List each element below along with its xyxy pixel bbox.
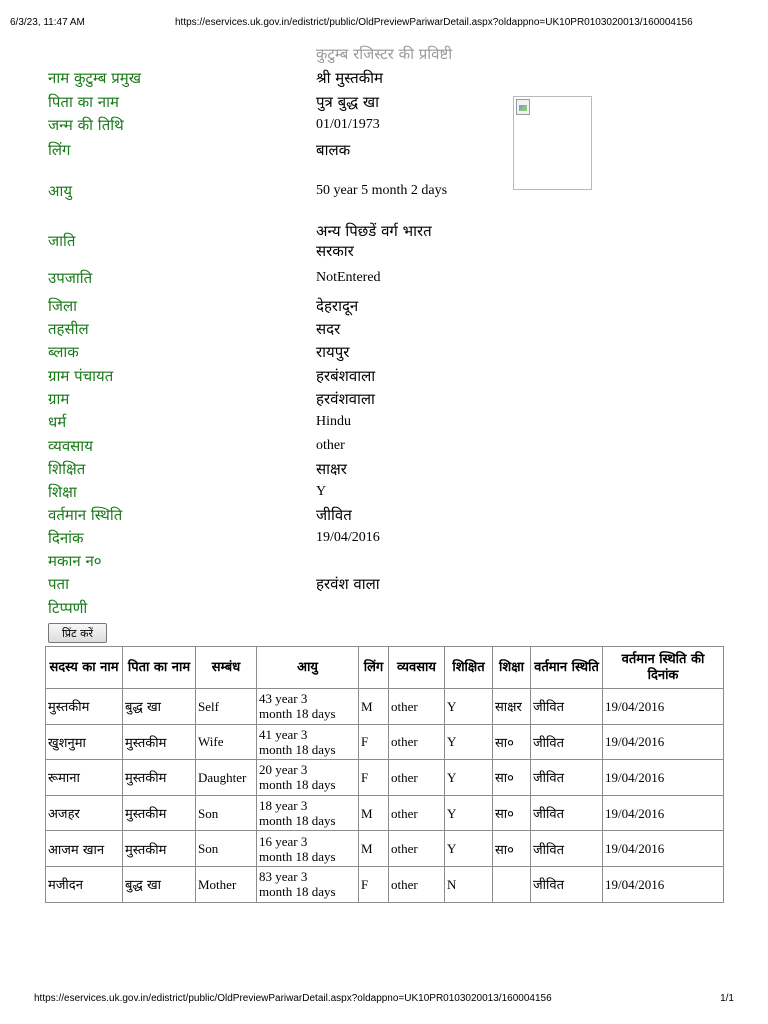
cell-education: सा० bbox=[493, 831, 531, 867]
cell-current-status: जीवित bbox=[531, 760, 603, 796]
value-caste-line2: सरकार bbox=[316, 242, 354, 260]
header-age: आयु bbox=[257, 647, 359, 689]
cell-member-name: मुस्तकीम bbox=[46, 689, 123, 725]
header-status-date: वर्तमान स्थिति की दिनांक bbox=[603, 647, 724, 689]
cell-education: साक्षर bbox=[493, 689, 531, 725]
cell-status-date: 19/04/2016 bbox=[603, 760, 724, 796]
cell-relation: Self bbox=[196, 689, 257, 725]
cell-member-name: खुशनुमा bbox=[46, 724, 123, 760]
label-subcaste: उपजाति bbox=[48, 269, 93, 287]
cell-father-name: बुद्ध खा bbox=[123, 689, 196, 725]
cell-literate: Y bbox=[445, 724, 493, 760]
cell-current-status: जीवित bbox=[531, 795, 603, 831]
cell-status-date: 19/04/2016 bbox=[603, 689, 724, 725]
print-url: https://eservices.uk.gov.in/edistrict/public/OldPreviewPariwarDetail.aspx?oldappno=UK10PR0103020013/160004156 bbox=[175, 17, 693, 28]
cell-gender: F bbox=[359, 724, 389, 760]
cell-occupation: other bbox=[389, 724, 445, 760]
cell-age-line1: 20 year 3 bbox=[259, 762, 308, 778]
cell-age bbox=[257, 795, 359, 831]
cell-age-line1: 41 year 3 bbox=[259, 726, 308, 742]
broken-image-icon bbox=[516, 99, 530, 115]
cell-literate: Y bbox=[445, 795, 493, 831]
cell-literate: Y bbox=[445, 689, 493, 725]
cell-literate: Y bbox=[445, 760, 493, 796]
table-row bbox=[46, 866, 724, 902]
cell-literate: Y bbox=[445, 831, 493, 867]
page-number: 1/1 bbox=[720, 993, 734, 1004]
cell-father-name: मुस्तकीम bbox=[123, 760, 196, 796]
header-literate: शिक्षित bbox=[445, 647, 493, 689]
cell-literate: N bbox=[445, 866, 493, 902]
cell-current-status: जीवित bbox=[531, 831, 603, 867]
value-date: 19/04/2016 bbox=[316, 530, 380, 545]
cell-father-name: मुस्तकीम bbox=[123, 795, 196, 831]
label-village: ग्राम bbox=[48, 390, 70, 408]
cell-age-line2: month 18 days bbox=[259, 741, 336, 757]
cell-current-status: जीवित bbox=[531, 866, 603, 902]
label-birth-date: जन्म की तिथि bbox=[48, 116, 124, 134]
cell-age-line2: month 18 days bbox=[259, 706, 336, 722]
cell-occupation: other bbox=[389, 831, 445, 867]
header-father-name: पिता का नाम bbox=[123, 647, 196, 689]
label-occupation: व्यवसाय bbox=[48, 437, 93, 455]
label-block: ब्लाक bbox=[48, 343, 79, 361]
cell-relation: Mother bbox=[196, 866, 257, 902]
cell-gender: M bbox=[359, 831, 389, 867]
value-father-name: पुत्र बुद्ध खा bbox=[316, 93, 380, 111]
cell-occupation: other bbox=[389, 795, 445, 831]
table-row bbox=[46, 831, 724, 867]
cell-member-name: रूमाना bbox=[46, 760, 123, 796]
cell-father-name: मुस्तकीम bbox=[123, 724, 196, 760]
cell-gender: F bbox=[359, 866, 389, 902]
cell-age-line2: month 18 days bbox=[259, 777, 336, 793]
cell-status-date: 19/04/2016 bbox=[603, 795, 724, 831]
label-remarks: टिप्पणी bbox=[48, 599, 88, 617]
label-education: शिक्षा bbox=[48, 483, 77, 501]
label-gender: लिंग bbox=[48, 141, 71, 159]
label-age: आयु bbox=[48, 182, 73, 200]
cell-education bbox=[493, 866, 531, 902]
label-religion: धर्म bbox=[48, 413, 67, 431]
cell-age-line1: 43 year 3 bbox=[259, 691, 308, 707]
table-row bbox=[46, 795, 724, 831]
label-gram-panchayat: ग्राम पंचायत bbox=[48, 367, 114, 385]
print-header bbox=[10, 17, 758, 31]
cell-education: सा० bbox=[493, 795, 531, 831]
cell-age bbox=[257, 689, 359, 725]
value-district: देहरादून bbox=[316, 297, 359, 315]
value-current-status: जीवित bbox=[316, 506, 352, 524]
label-date: दिनांक bbox=[48, 529, 84, 547]
value-caste-line1: अन्य पिछडें वर्ग भारत bbox=[316, 222, 432, 240]
cell-current-status: जीवित bbox=[531, 689, 603, 725]
header-relation: सम्बंध bbox=[196, 647, 257, 689]
footer-url: https://eservices.uk.gov.in/edistrict/public/OldPreviewPariwarDetail.aspx?oldappno=UK10PR0103020013/160004156 bbox=[34, 993, 552, 1004]
table-row bbox=[46, 724, 724, 760]
cell-relation: Daughter bbox=[196, 760, 257, 796]
cell-member-name: आजम खान bbox=[46, 831, 123, 867]
cell-current-status: जीवित bbox=[531, 724, 603, 760]
value-block: रायपुर bbox=[316, 343, 350, 361]
cell-education: सा० bbox=[493, 724, 531, 760]
cell-status-date: 19/04/2016 bbox=[603, 831, 724, 867]
cell-education: सा० bbox=[493, 760, 531, 796]
cell-father-name: मुस्तकीम bbox=[123, 831, 196, 867]
header-member-name: सदस्य का नाम bbox=[46, 647, 123, 689]
value-literate: साक्षर bbox=[316, 460, 347, 478]
value-address: हरवंश वाला bbox=[316, 575, 380, 593]
cell-father-name: बुद्ध खा bbox=[123, 866, 196, 902]
header-education: शिक्षा bbox=[493, 647, 531, 689]
print-footer bbox=[34, 993, 734, 1007]
label-tehsil: तहसील bbox=[48, 320, 89, 338]
cell-age-line1: 83 year 3 bbox=[259, 869, 308, 885]
table-row bbox=[46, 689, 724, 725]
value-religion: Hindu bbox=[316, 414, 351, 429]
value-occupation: other bbox=[316, 438, 345, 453]
table-header-row bbox=[46, 647, 724, 689]
cell-member-name: मजीदन bbox=[46, 866, 123, 902]
value-tehsil: सदर bbox=[316, 320, 341, 338]
value-education: Y bbox=[316, 484, 327, 499]
value-village: हरवंशवाला bbox=[316, 390, 375, 408]
print-button[interactable]: प्रिंट करें bbox=[48, 623, 107, 643]
cell-age bbox=[257, 760, 359, 796]
value-birth-date: 01/01/1973 bbox=[316, 117, 380, 132]
cell-member-name: अजहर bbox=[46, 795, 123, 831]
label-district: जिला bbox=[48, 297, 78, 315]
label-house-no: मकान न० bbox=[48, 552, 102, 570]
cell-status-date: 19/04/2016 bbox=[603, 866, 724, 902]
label-literate: शिक्षित bbox=[48, 460, 86, 478]
table-row bbox=[46, 760, 724, 796]
print-datetime: 6/3/23, 11:47 AM bbox=[10, 17, 85, 28]
cell-relation: Son bbox=[196, 831, 257, 867]
cell-age bbox=[257, 831, 359, 867]
cell-status-date: 19/04/2016 bbox=[603, 724, 724, 760]
label-current-status: वर्तमान स्थिति bbox=[48, 506, 123, 524]
header-current-status: वर्तमान स्थिति bbox=[531, 647, 603, 689]
cell-relation: Wife bbox=[196, 724, 257, 760]
value-gender: बालक bbox=[316, 141, 351, 159]
cell-age-line1: 18 year 3 bbox=[259, 798, 308, 814]
label-caste: जाति bbox=[48, 232, 76, 250]
cell-age-line2: month 18 days bbox=[259, 884, 336, 900]
family-members-table bbox=[45, 646, 724, 903]
cell-age-line1: 16 year 3 bbox=[259, 833, 308, 849]
cell-age bbox=[257, 866, 359, 902]
header-occupation: व्यवसाय bbox=[389, 647, 445, 689]
photo-placeholder bbox=[513, 96, 592, 190]
label-address: पता bbox=[48, 575, 69, 593]
value-age: 50 year 5 month 2 days bbox=[316, 183, 448, 198]
cell-gender: M bbox=[359, 795, 389, 831]
value-subcaste: NotEntered bbox=[316, 270, 381, 285]
value-gram-panchayat: हरबंशवाला bbox=[316, 367, 376, 385]
cell-age-line2: month 18 days bbox=[259, 848, 336, 864]
cell-occupation: other bbox=[389, 689, 445, 725]
header-gender: लिंग bbox=[359, 647, 389, 689]
cell-relation: Son bbox=[196, 795, 257, 831]
label-family-head: नाम कुटुम्ब प्रमुख bbox=[48, 69, 142, 87]
cell-gender: M bbox=[359, 689, 389, 725]
cell-gender: F bbox=[359, 760, 389, 796]
cell-occupation: other bbox=[389, 866, 445, 902]
cell-occupation: other bbox=[389, 760, 445, 796]
value-family-head: श्री मुस्तकीम bbox=[316, 69, 384, 87]
page-title: कुटुम्ब रजिस्टर की प्रविष्टी bbox=[315, 45, 453, 63]
label-father-name: पिता का नाम bbox=[48, 93, 119, 111]
cell-age-line2: month 18 days bbox=[259, 813, 336, 829]
cell-age bbox=[257, 724, 359, 760]
